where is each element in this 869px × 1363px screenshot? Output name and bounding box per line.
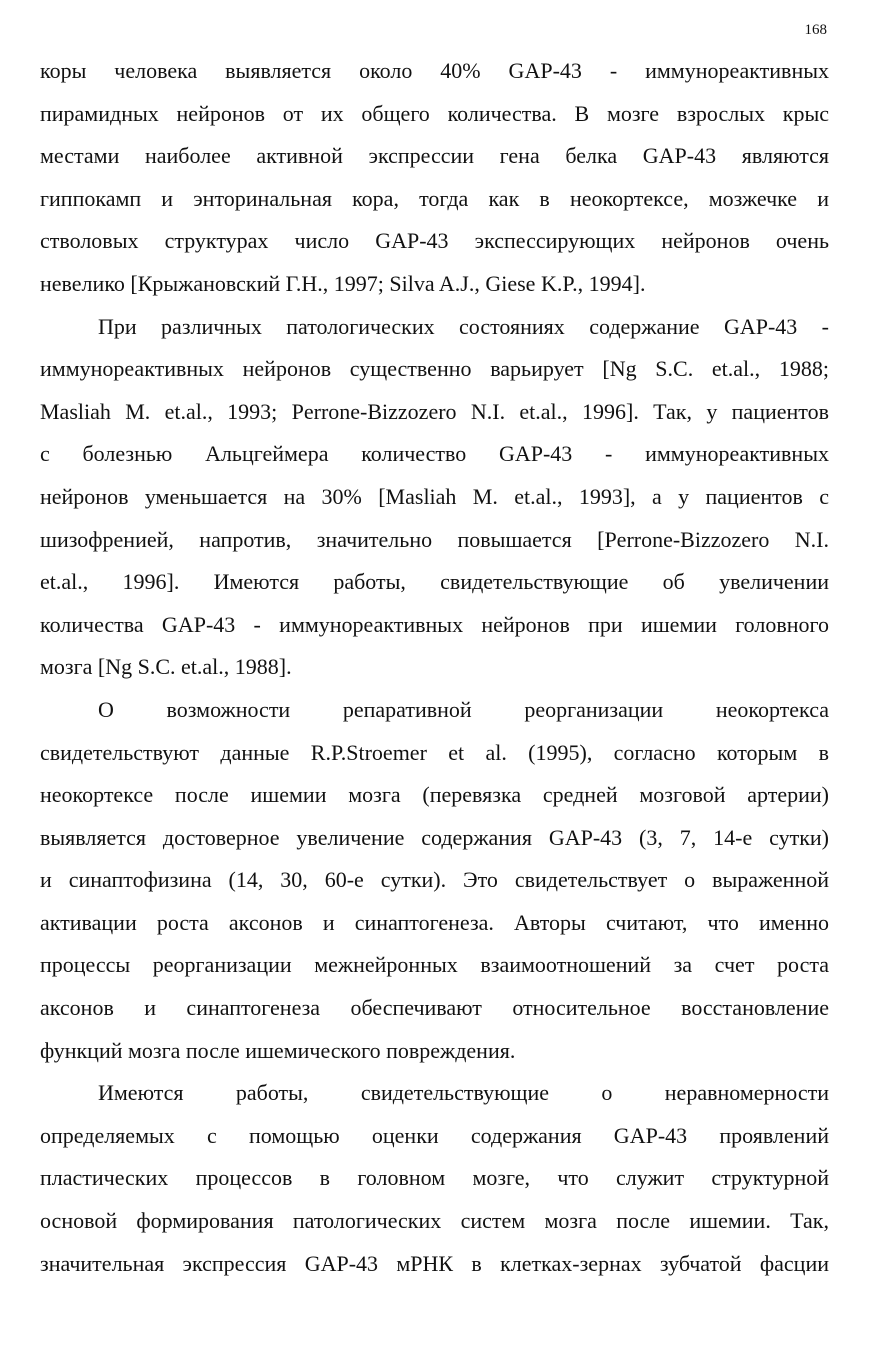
text-line: шизофренией, напротив, значительно повышается [Perrone-Bizzozero N.I. [40,526,829,552]
text-line: определяемых с помощью оценки содержания GAP-43 проявлений [40,1122,829,1148]
text-line: значительная экспрессия GAP-43 мРНК в клетках-зернах зубчатой фасции [40,1250,829,1276]
text-line: При различных патологических состояниях содержание GAP-43 - [98,313,829,339]
text-line: местами наиболее активной экспрессии гена белка GAP-43 являются [40,143,829,169]
text-line: неокортексе после ишемии мозга (перевязка средней мозговой артерии) [40,782,829,808]
paragraph-2 [40,306,829,689]
paragraph-4 [40,1072,829,1285]
text-line: аксонов и синаптогенеза обеспечивают относительное восстановление [40,995,829,1021]
text-line: нейронов уменьшается на 30% [Masliah M. et.al., 1993], а у пациентов с [40,483,829,509]
text-line: мозга [Ng S.C. et.al., 1988]. [40,654,292,680]
text-line: выявляется достоверное увеличение содержания GAP-43 (3, 7, 14-е сутки) [40,824,829,850]
text-line: коры человека выявляется около 40% GAP-43 - иммунореактивных [40,58,829,83]
paragraph-1 [40,50,829,306]
text-line: свидетельствуют данные R.P.Stroemer et al. (1995), согласно которым в [40,739,829,765]
text-line: пирамидных нейронов от их общего количества. В мозге взрослых крыс [40,100,829,126]
text-line: О возможности репаративной реорганизации неокортекса [98,696,829,722]
text-line: и синаптофизина (14, 30, 60-е сутки). Это свидетельствует о выраженной [40,867,829,893]
text-line: функций мозга после ишемического повреждения. [40,1037,516,1063]
page-number: 168 [804,22,827,38]
text-line: Имеются работы, свидетельствующие о неравномерности [98,1080,829,1106]
text-line: Masliah M. et.al., 1993; Perrone-Bizzozero N.I. et.al., 1996]. Так, у пациентов [40,398,829,424]
text-line: et.al., 1996]. Имеются работы, свидетельствующие об увеличении [40,569,829,595]
body-text [40,50,829,1285]
text-line: стволовых структурах число GAP-43 экспессирующих нейронов очень [40,228,829,254]
paragraph-3 [40,689,829,1072]
text-line: процессы реорганизации межнейронных взаимоотношений за счет роста [40,952,829,978]
text-line: с болезнью Альцгеймера количество GAP-43 - иммунореактивных [40,441,829,467]
text-line: количества GAP-43 - иммунореактивных нейронов при ишемии головного [40,611,829,637]
text-line: активации роста аксонов и синаптогенеза. Авторы считают, что именно [40,909,829,935]
text-line: основой формирования патологических систем мозга после ишемии. Так, [40,1208,829,1234]
text-line: невелико [Крыжановский Г.Н., 1997; Silva A.J., Giese K.P., 1994]. [40,270,646,296]
text-line: пластических процессов в головном мозге, что служит структурной [40,1165,829,1191]
text-line: гиппокамп и энторинальная кора, тогда как в неокортексе, мозжечке и [40,185,829,211]
text-line: иммунореактивных нейронов существенно варьирует [Ng S.C. et.al., 1988; [40,356,829,382]
